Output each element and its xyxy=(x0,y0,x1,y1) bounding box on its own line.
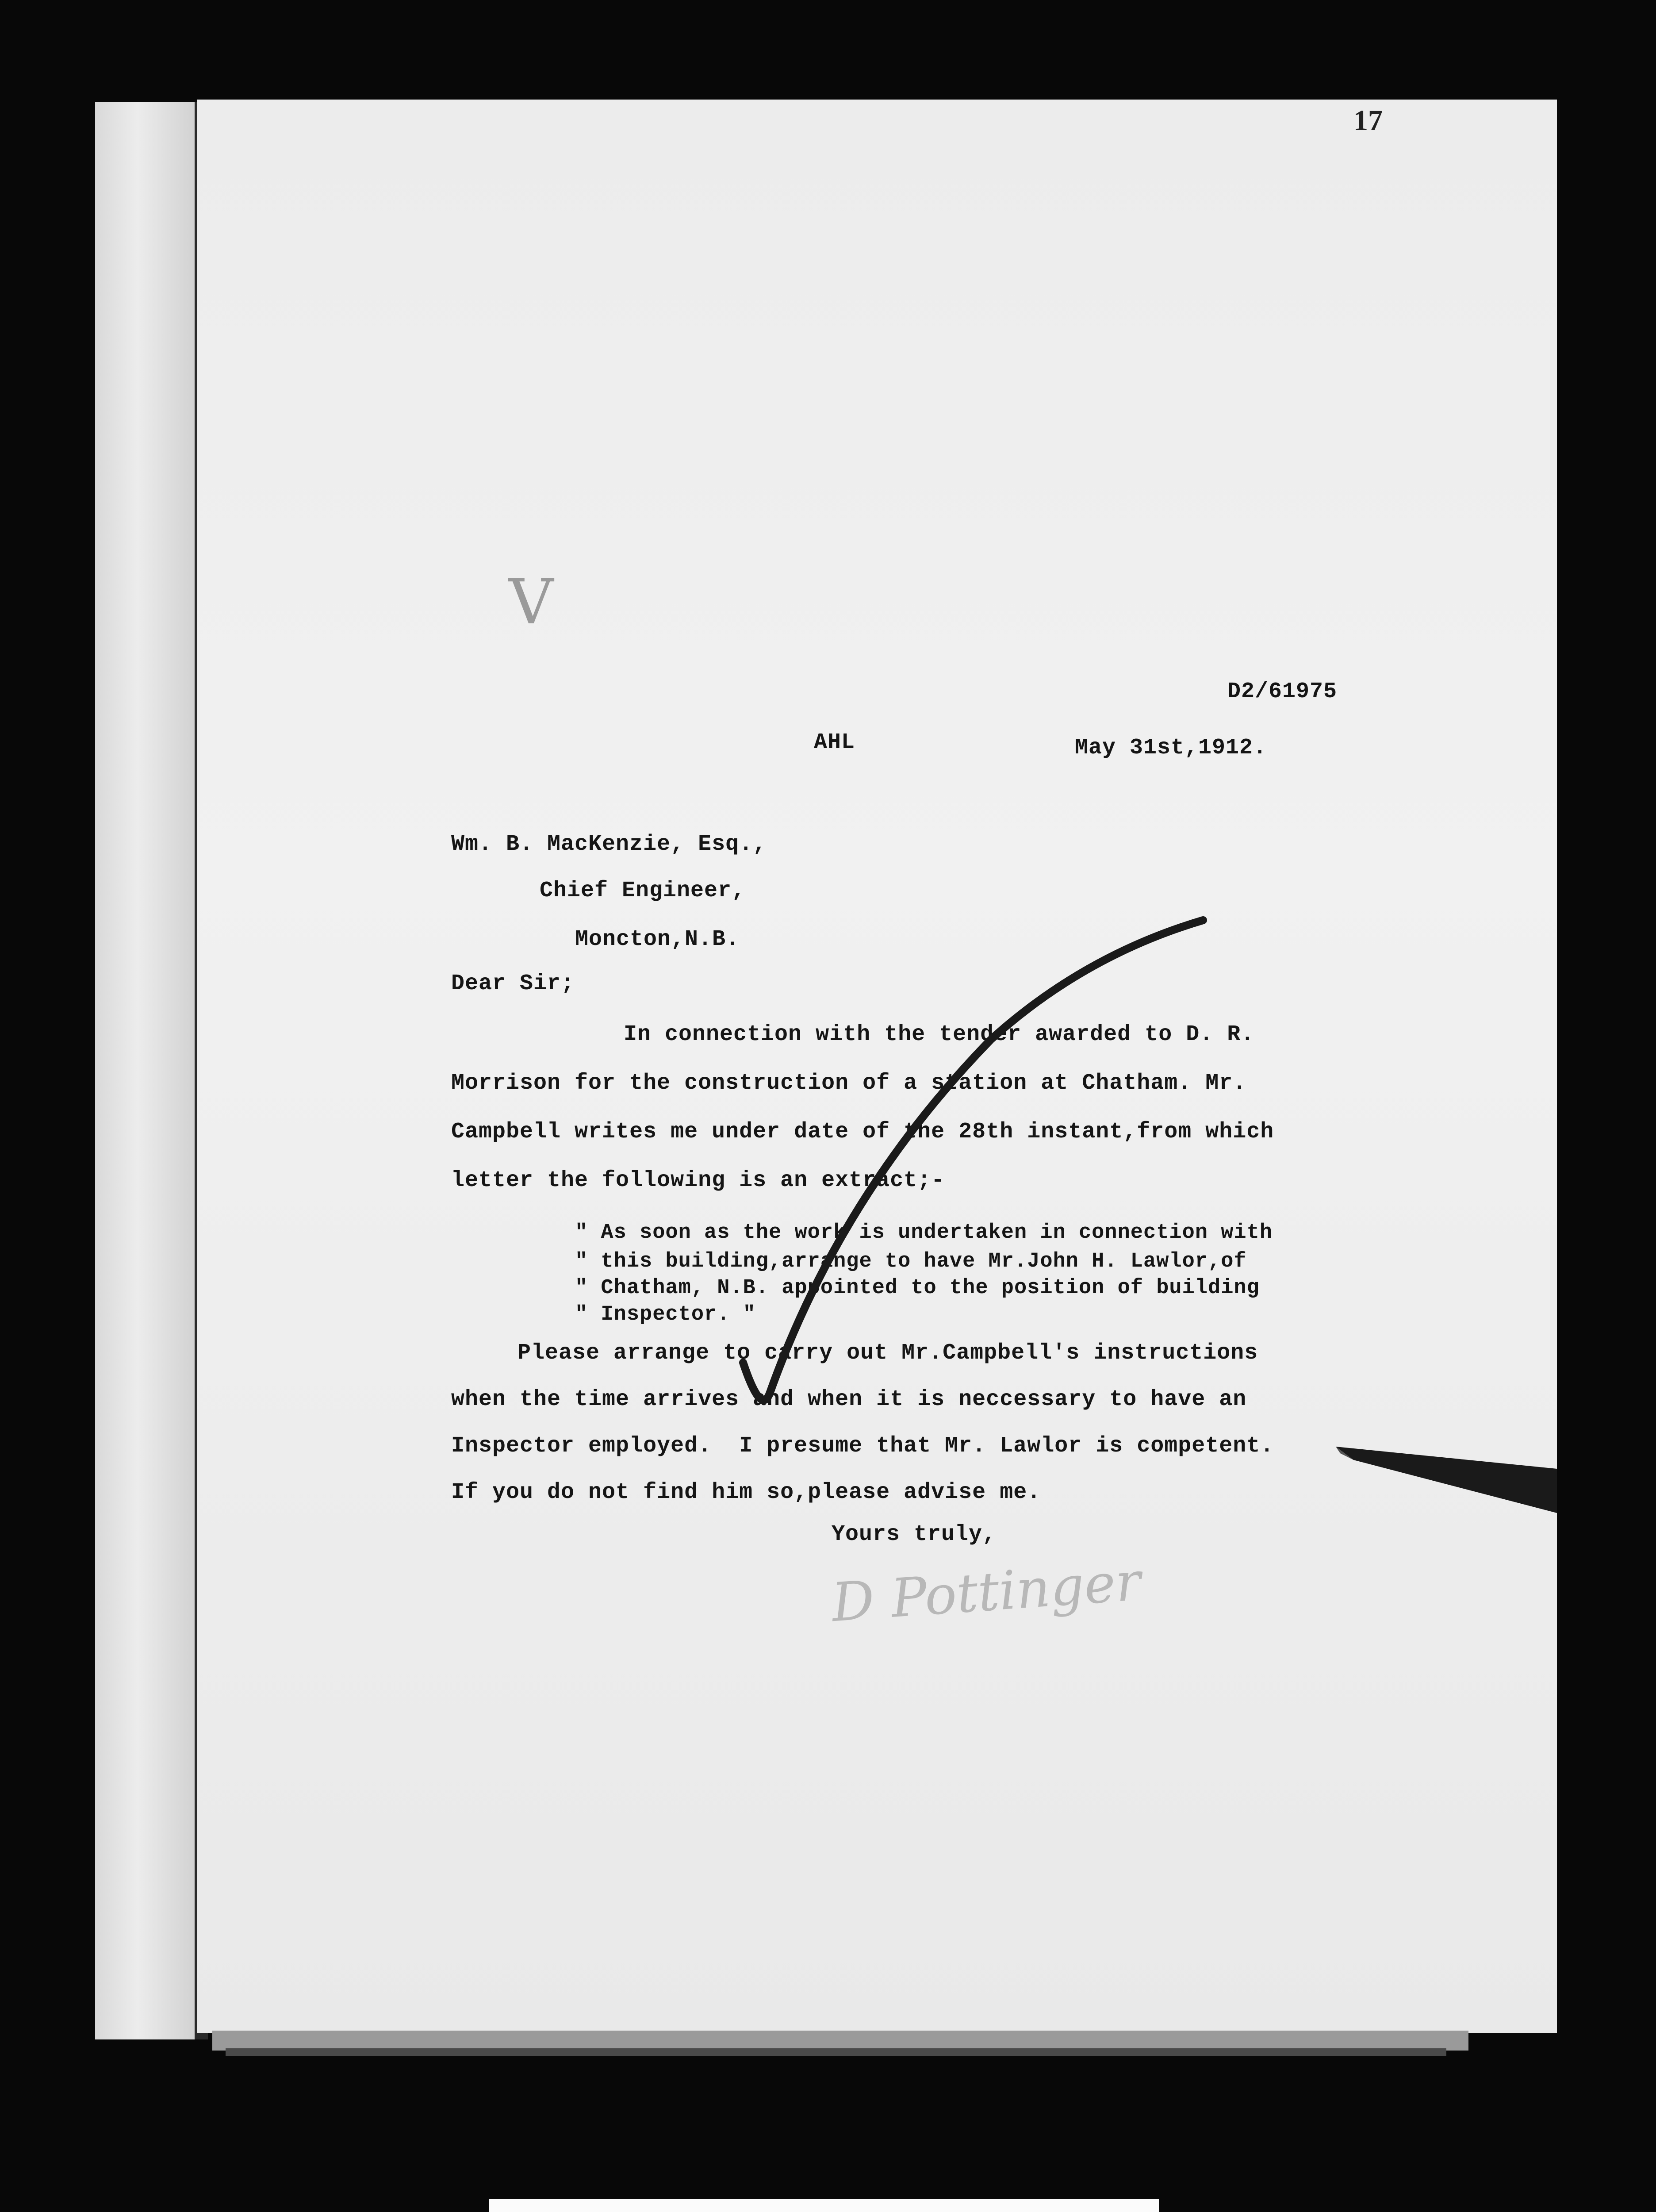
signature: D Pottinger xyxy=(830,1551,1143,1634)
address-line: Moncton,N.B. xyxy=(575,927,740,952)
body-line: letter the following is an extract;- xyxy=(451,1168,945,1193)
closing: Yours truly, xyxy=(832,1522,997,1547)
quote-line: " As soon as the work is undertaken in connection with xyxy=(575,1221,1273,1244)
file-reference: D2/61975 xyxy=(1227,679,1338,704)
address-line: Wm. B. MacKenzie, Esq., xyxy=(451,832,767,857)
quote-line: " Inspector. " xyxy=(575,1303,756,1326)
check-mark xyxy=(743,920,1203,1400)
body-line: Morrison for the construction of a station at Chatham. Mr. xyxy=(451,1071,1247,1096)
typist-initials: AHL xyxy=(814,730,855,755)
quote-line: " this building,arrange to have Mr.John H. Lawlor,of xyxy=(575,1250,1247,1273)
body-line: In connection with the tender awarded to D. R. xyxy=(624,1022,1255,1047)
body-line: Inspector employed. I presume that Mr. Lawlor is competent. xyxy=(451,1433,1274,1459)
body-line: Campbell writes me under date of the 28th instant,from which xyxy=(451,1119,1274,1144)
page-number: 17 xyxy=(1353,104,1383,137)
pen-icon xyxy=(1336,1447,1557,1513)
body-line: when the time arrives and when it is neccessary to have an xyxy=(451,1387,1247,1412)
letter-date: May 31st,1912. xyxy=(1075,735,1267,760)
archive-citation-card xyxy=(489,2199,1159,2212)
pencil-mark: V xyxy=(509,566,554,638)
salutation: Dear Sir; xyxy=(451,971,575,996)
address-line: Chief Engineer, xyxy=(540,878,746,903)
quote-line: " Chatham, N.B. appointed to the position of building xyxy=(575,1276,1260,1300)
body-line: Please arrange to carry out Mr.Campbell's instructions xyxy=(518,1340,1258,1366)
body-line: If you do not find him so,please advise me. xyxy=(451,1480,1041,1505)
